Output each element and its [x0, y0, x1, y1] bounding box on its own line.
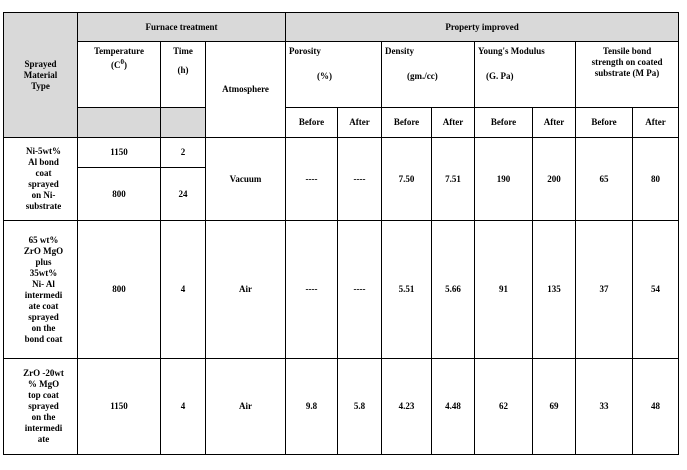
header-porosity-after: After: [338, 108, 382, 138]
row2-density-after: 5.66: [432, 221, 475, 359]
row1-temperature-a: 1150: [78, 138, 161, 168]
row3-porosity-before: 9.8: [286, 359, 338, 455]
row1-time-a: 2: [161, 138, 206, 168]
density-unit: (gm./cc): [407, 71, 438, 81]
row1-youngs-after: 200: [533, 138, 576, 221]
row1-material: Ni-5wt% Al bond coat sprayed on Ni- substrate: [4, 138, 78, 221]
temperature-label: Temperature: [94, 46, 144, 56]
row2-density-before: 5.51: [382, 221, 432, 359]
header-youngs-after: After: [533, 108, 576, 138]
row3-density-before: 4.23: [382, 359, 432, 455]
row3-material: ZrO -20wt % MgO top coat sprayed on the intermedi ate: [4, 359, 78, 455]
header-atmosphere: Atmosphere: [206, 42, 286, 138]
porosity-label: Porosity: [289, 46, 321, 56]
time-unit: (h): [177, 65, 189, 75]
header-temperature: [78, 42, 161, 108]
header-material-type: Sprayed Material Type: [4, 13, 78, 138]
row1-temperature-b: 800: [78, 168, 161, 221]
row2-porosity-before: ----: [286, 221, 338, 359]
temperature-unit: $(C^0)$: [111, 58, 127, 70]
row3-temperature: 1150: [78, 359, 161, 455]
row1-density-after: 7.51: [432, 138, 475, 221]
header-youngs-modulus: [475, 42, 576, 108]
row2-atmosphere: Air: [206, 221, 286, 359]
row1-time-b: 24: [161, 168, 206, 221]
furnace-treatment-table: [3, 12, 679, 455]
header-youngs-before: Before: [475, 108, 533, 138]
row1-youngs-before: 190: [475, 138, 533, 221]
header-density: [382, 42, 475, 108]
row3-atmosphere: Air: [206, 359, 286, 455]
row3-tensile-before: 33: [576, 359, 633, 455]
row3-density-after: 4.48: [432, 359, 475, 455]
row1-density-before: 7.50: [382, 138, 432, 221]
header-porosity-before: Before: [286, 108, 338, 138]
porosity-unit: (%): [317, 71, 333, 81]
row3-porosity-after: 5.8: [338, 359, 382, 455]
header-tensile-before: Before: [576, 108, 633, 138]
row3-time: 4: [161, 359, 206, 455]
header-temperature-cont: [78, 108, 161, 138]
header-time: [161, 42, 206, 108]
row1-tensile-before: 65: [576, 138, 633, 221]
header-time-cont: [161, 108, 206, 138]
row2-youngs-before: 91: [475, 221, 533, 359]
header-tensile-after: After: [633, 108, 679, 138]
row2-tensile-before: 37: [576, 221, 633, 359]
header-tensile-bond-strength: Tensile bond strength on coated substrate (M Pa): [576, 42, 679, 108]
density-label: Density: [385, 46, 415, 56]
row2-porosity-after: ----: [338, 221, 382, 359]
row2-material: 65 wt% ZrO MgO plus 35wt% Ni- Al intermedi ate coat sprayed on the bond coat: [4, 221, 78, 359]
header-density-after: After: [432, 108, 475, 138]
row1-porosity-before: ----: [286, 138, 338, 221]
row3-tensile-after: 48: [633, 359, 679, 455]
row1-porosity-after: ----: [338, 138, 382, 221]
time-label: Time: [173, 46, 193, 56]
row2-temperature: 800: [78, 221, 161, 359]
header-property-improved: Property improved: [286, 13, 679, 42]
row2-tensile-after: 54: [633, 221, 679, 359]
youngs-label: Young's Modulus: [478, 46, 545, 56]
row1-tensile-after: 80: [633, 138, 679, 221]
header-furnace-treatment: Furnace treatment: [78, 13, 286, 42]
row3-youngs-after: 69: [533, 359, 576, 455]
row2-time: 4: [161, 221, 206, 359]
row3-youngs-before: 62: [475, 359, 533, 455]
youngs-unit: (G. Pa): [486, 71, 514, 81]
row1-atmosphere: Vacuum: [206, 138, 286, 221]
header-porosity: [286, 42, 382, 108]
row2-youngs-after: 135: [533, 221, 576, 359]
header-density-before: Before: [382, 108, 432, 138]
